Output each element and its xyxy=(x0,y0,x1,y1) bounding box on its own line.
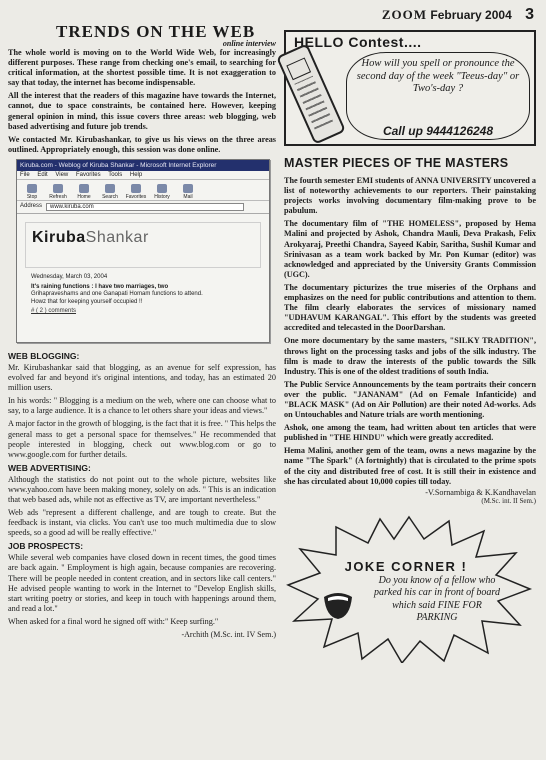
refresh-icon: Refresh xyxy=(47,184,69,200)
site-name-bold: Kiruba xyxy=(32,228,86,246)
article-title: TRENDS ON THE WEB xyxy=(56,22,256,41)
section-paragraph: Web ads "represent a different challenge, and are tough to create. But the feedback is instant, via clicks. You can't use too much multimedia due to slow speeds, so a good ad will be really effective." xyxy=(8,508,276,538)
masters-paragraph: One more documentary by the same masters, "SILKY TRADITION", throws light on the processing tasks and jobs of the silk industry. The film is made to draw the interests of the public towards the Silk Industry. This is one of the oldest traditions of south India. xyxy=(284,336,536,376)
masters-course: (M.Sc. int. II Sem.) xyxy=(481,496,536,505)
menu-view: View xyxy=(55,171,69,178)
website-body xyxy=(17,214,269,315)
section-paragraph: When asked for a final word he signed off with:" Keep surfing." xyxy=(8,616,219,626)
magazine-name: ZOOM xyxy=(381,7,428,22)
site-name-light: Shankar xyxy=(85,228,149,246)
mobile-phone-icon xyxy=(276,43,346,145)
contest-phone: Call up 9444126248 xyxy=(382,124,494,138)
menu-edit: Edit xyxy=(37,171,48,178)
browser-toolbar xyxy=(17,180,269,201)
post-text xyxy=(31,284,261,307)
masthead xyxy=(382,6,534,24)
right-column xyxy=(284,30,536,663)
address-label: Address xyxy=(20,202,43,209)
joke-text: Do you know of a fellow who parked his car in front of board which said FINE FOR PARKING xyxy=(374,574,500,624)
section-paragraph: Mr. Kirubashankar said that blogging, as an avenue for self expression, has evolved far and beyond it's original intentions, and today, has an estimated 20 million users. xyxy=(8,362,276,393)
menu-tools: Tools xyxy=(108,171,123,178)
mail-icon: Mail xyxy=(177,184,199,200)
contest-title: HELLO Contest.... xyxy=(294,34,422,50)
menu-file: File xyxy=(20,171,30,178)
section-paragraph: A major factor in the growth of blogging, is the fact that it is free. " This helps the general mass to get a personal space for themselves." He recommended that people interested in blogging, check out www.blog.com or go to www.google.com for further details. xyxy=(8,419,276,459)
section-paragraph: In his words: " Blogging is a medium on the web, where one can choose what to say, to a large audience. It is a chance to let others share your ideas and views." xyxy=(8,396,276,416)
section-paragraph: Although the statistics do not point out to the whole picture, websites like www.yahoo.com have been making money, solely on ads. " This is an indication that web based ads, while not as effective as TV, are important nevertheless." xyxy=(8,474,276,504)
section-paragraph: While several web companies have closed down in recent times, the good times are back again. " Employment is high again, because companies are recovering. There will be people needed in content creation, and in sectors like call centers." He advised people wanting to work in the Internet to "Develop English skills, start writing poetry or stories, and keep in touch with happenings around them, and read a lot." xyxy=(8,553,276,613)
masters-signature: -V.Sornambiga & K.Kandhavelan xyxy=(425,487,536,497)
contest-question: How will you spell or pronounce the second day of the week "Teeus-day" or Two's-day ? xyxy=(356,58,520,94)
joke-corner xyxy=(284,513,536,663)
post-line: Grihapraveshams and one Ganapati Homam functions to attend. xyxy=(31,291,203,298)
site-header xyxy=(25,222,261,268)
article-byline: -Archith (M.Sc. int. IV Sem.) xyxy=(181,630,276,639)
laughing-face-icon xyxy=(320,585,356,621)
section-heading: WEB BLOGGING: xyxy=(8,350,80,361)
history-icon: History xyxy=(151,184,173,200)
masters-paragraph: The Public Service Announcements by the team portraits their concern over the public. "JANANAM" (Ad on Female Infanticide) and "BLACK MASK" (Ad on Air Pollution) are their noted Ad-works. Ads on Untouchables and Nature trials are worth mentioning. xyxy=(284,379,536,420)
favorites-icon: Favorites xyxy=(125,184,147,200)
post-date: Wednesday, March 03, 2004 xyxy=(31,273,108,280)
browser-screenshot xyxy=(16,159,270,343)
masters-paragraph: Hema Malini, another gem of the team, owns a news magazine by the name "The Spark" (A fortnightly) that is circulated to the prime spots of the city and distributed free of cost. It is still their in existence and she has circulated about 10,000 copies till today. xyxy=(284,446,536,486)
article-intro xyxy=(8,48,276,155)
masters-heading: MASTER PIECES OF THE MASTERS xyxy=(284,156,509,170)
intro-paragraph: We contacted Mr. Kirubashankar, to give us his views on the three areas outlined. Appropriately enough, this session was done online. xyxy=(8,134,276,154)
masters-paragraph: The documentary picturizes the true miseries of the Orphans and emphasizes on the need for public contributions and attention to them. The film clearly elaborates the services of missionary named "UDHAVUM KARANGAL". This effort by the students was greeted accredited and telecasted in the DoorDarshan. xyxy=(284,282,536,333)
menu-favorites: Favorites xyxy=(75,171,101,178)
home-icon: Home xyxy=(73,184,95,200)
masters-paragraph: Ashok, one among the team, had written about ten articles that were published in "THE HINDU" which were greatly accredited. xyxy=(284,423,536,443)
masters-paragraph: The documentary film of "THE HOMELESS", proposed by Hema Malini and projected by Ashok, Chandra Mauli, Deva Prakash, Felix Arokyaraj, Preethi Chandra, Sayeed Kabir, Saritha, Sushil Kumar and Srinivasan as a team work backed by Mr. Pon Kumar (editor) was acknowledged and appreciated by the University Grants Commission (UGC). xyxy=(284,219,536,279)
hello-contest-box xyxy=(284,30,536,146)
page-number: 3 xyxy=(525,6,534,23)
post-title: It's raining functions : I have two marriages, two xyxy=(31,283,169,290)
address-bar xyxy=(17,201,269,214)
comments-link: # ( 2 ) comments xyxy=(31,308,77,315)
address-field: www.kiruba.com xyxy=(46,203,244,211)
intro-paragraph: All the interest that the readers of this magazine have towards the Internet, cannot, due to space constraints, be contained here. However, keeping general opinion in mind, this issue covers three areas: web blogging, web based advertising and future job trends. xyxy=(8,91,276,131)
left-column xyxy=(8,18,276,639)
masters-article xyxy=(284,176,536,487)
masters-paragraph: The fourth semester EMI students of ANNA UNIVERSITY uncovered a list of noteworthy achievements to our reporters. Their painstaking projects works involving documentary film-making prove to be pabulum. xyxy=(284,176,536,216)
article-subtitle: online interview xyxy=(222,39,276,48)
search-icon: Search xyxy=(99,184,121,200)
section-heading: WEB ADVERTISING: xyxy=(8,462,91,473)
menu-bar xyxy=(17,171,269,180)
stop-icon: Stop xyxy=(21,184,43,200)
intro-paragraph: The whole world is moving on to the World Wide Web, for increasingly different purposes. These range from checking one's email, to searching for critical information, at the shortest possible time. It is not exaggeration to say that today, the internet has become indispensable. xyxy=(8,48,276,88)
issue-date: February 2004 xyxy=(430,8,512,22)
menu-help: Help xyxy=(129,171,143,178)
window-title: Kiruba.com - Weblog of Kiruba Shankar - Microsoft Internet Explorer xyxy=(17,160,269,171)
joke-title: JOKE CORNER ! xyxy=(344,558,468,574)
post-line: Howz that for keeping yourself occupied !! xyxy=(31,298,143,305)
section-heading: JOB PROSPECTS: xyxy=(8,541,84,552)
